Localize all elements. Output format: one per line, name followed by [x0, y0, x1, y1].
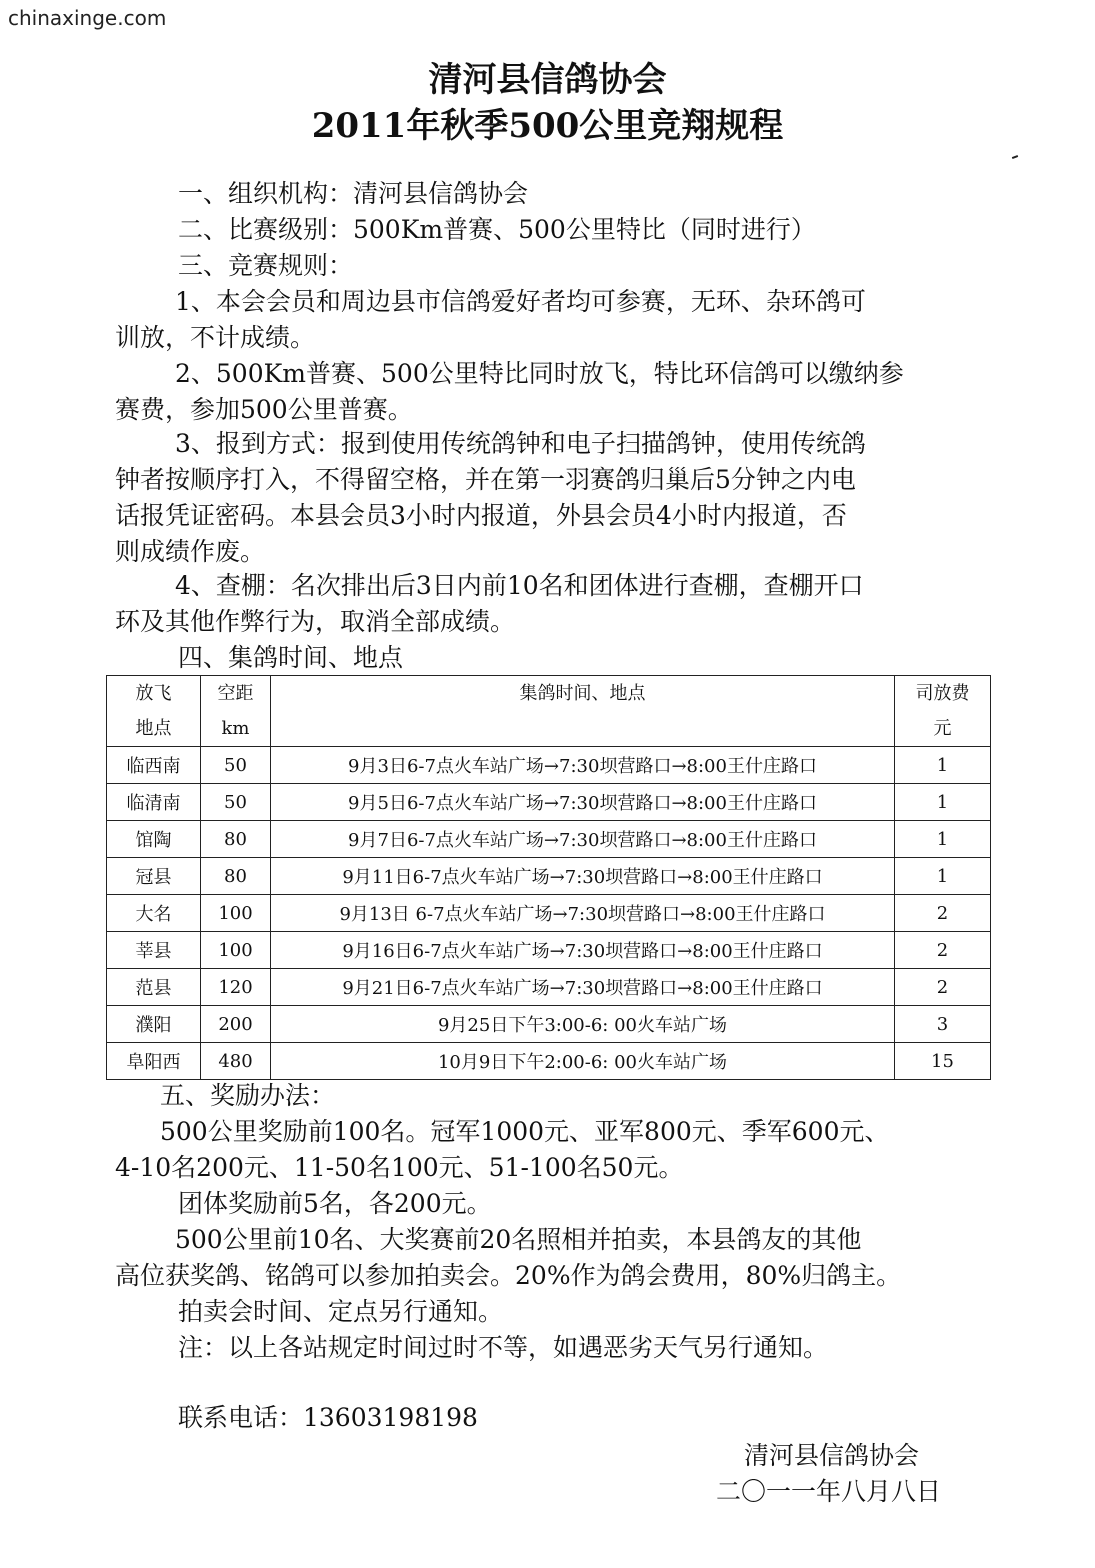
doc-title: 清河县信鸽协会	[428, 60, 667, 100]
rule-3-line: 话报凭证密码。本县会员3小时内报道，外县会员4小时内报道，否	[115, 501, 847, 530]
header-fee	[895, 676, 991, 747]
cell-time: 9月25日下午3:00-6: 00火车站广场	[271, 1006, 895, 1043]
signature-date: 二〇一一年八月八日	[716, 1477, 942, 1506]
cell-fee: 15	[895, 1043, 991, 1080]
cell-time: 9月5日6-7点火车站广场→7:30坝营路口→8:00王什庄路口	[271, 784, 895, 821]
header-distance	[201, 676, 271, 747]
rule-1-line: 训放，不计成绩。	[115, 323, 316, 352]
award-auction	[115, 1222, 901, 1294]
contact-phone: 联系电话：13603198198	[178, 1403, 478, 1432]
header-distance-line: km	[221, 718, 250, 739]
header-distance-line: 空距	[217, 683, 254, 704]
cell-time: 9月3日6-7点火车站广场→7:30坝营路口→8:00王什庄路口	[271, 747, 895, 784]
cell-place: 大名	[107, 895, 201, 932]
cell-place: 馆陶	[107, 821, 201, 858]
rule-3-line: 3、报到方式：报到使用传统鸽钟和电子扫描鸽钟，使用传统鸽	[175, 429, 866, 458]
award-1	[115, 1114, 890, 1186]
section-rules-heading: 三、竞赛规则：	[178, 251, 354, 280]
cell-distance: 80	[201, 858, 271, 895]
cell-fee: 1	[895, 747, 991, 784]
table-row	[107, 895, 991, 932]
section-awards-heading: 五、奖励办法：	[160, 1081, 336, 1110]
rule-4	[115, 568, 864, 640]
cell-distance: 50	[201, 784, 271, 821]
cell-place: 冠县	[107, 858, 201, 895]
table-row	[107, 784, 991, 821]
section-schedule-heading: 四、集鸽时间、地点	[178, 643, 404, 672]
cell-distance: 200	[201, 1006, 271, 1043]
weather-note: 注：以上各站规定时间过时不等，如遇恶劣天气另行通知。	[178, 1333, 829, 1362]
cell-time: 10月9日下午2:00-6: 00火车站广场	[271, 1043, 895, 1080]
rule-2	[115, 356, 904, 428]
scan-mark	[1012, 155, 1018, 159]
table-row	[107, 858, 991, 895]
cell-distance: 120	[201, 969, 271, 1006]
cell-time: 9月21日6-7点火车站广场→7:30坝营路口→8:00王什庄路口	[271, 969, 895, 1006]
cell-place: 莘县	[107, 932, 201, 969]
table-row	[107, 821, 991, 858]
table-row	[107, 747, 991, 784]
doc-subtitle: 2011年秋季500公里竞翔规程	[311, 106, 784, 146]
cell-place: 临清南	[107, 784, 201, 821]
cell-distance: 100	[201, 895, 271, 932]
rule-1-line: 1、本会会员和周边县市信鸽爱好者均可参赛，无环、杂环鸽可	[175, 287, 866, 316]
cell-distance: 480	[201, 1043, 271, 1080]
cell-time: 9月7日6-7点火车站广场→7:30坝营路口→8:00王什庄路口	[271, 821, 895, 858]
schedule-table	[106, 675, 991, 1080]
header-place-line: 放飞	[135, 683, 172, 704]
rule-2-line: 2、500Km普赛、500公里特比同时放飞，特比环信鸽可以缴纳参	[175, 359, 904, 388]
table-row	[107, 1006, 991, 1043]
header-time: 集鸽时间、地点	[271, 676, 895, 747]
cell-fee: 2	[895, 895, 991, 932]
table-header-row	[107, 676, 991, 747]
auction-notice: 拍卖会时间、定点另行通知。	[178, 1297, 504, 1326]
cell-distance: 50	[201, 747, 271, 784]
award-1-line: 4-10名200元、11-50名100元、51-100名50元。	[115, 1153, 684, 1182]
cell-fee: 3	[895, 1006, 991, 1043]
award-auction-line: 500公里前10名、大奖赛前20名照相并拍卖，本县鸽友的其他	[175, 1225, 862, 1254]
rule-1	[115, 284, 866, 356]
watermark: chinaxinge.com	[8, 6, 167, 30]
header-place	[107, 676, 201, 747]
cell-fee: 1	[895, 821, 991, 858]
cell-place: 阜阳西	[107, 1043, 201, 1080]
rule-4-line: 4、查棚：名次排出后3日内前10名和团体进行查棚，查棚开口	[175, 571, 864, 600]
header-fee-line: 元	[933, 718, 952, 739]
award-auction-line: 高位获奖鸽、铭鸽可以参加拍卖会。20%作为鸽会费用，80%归鸽主。	[115, 1261, 902, 1290]
cell-fee: 2	[895, 932, 991, 969]
signature-org: 清河县信鸽协会	[744, 1441, 920, 1470]
cell-fee: 1	[895, 858, 991, 895]
cell-distance: 100	[201, 932, 271, 969]
rule-3	[115, 426, 866, 570]
rule-2-line: 赛费，参加500公里普赛。	[115, 395, 413, 424]
header-fee-line: 司放费	[915, 683, 970, 704]
section-level: 二、比赛级别：500Km普赛、500公里特比（同时进行）	[178, 215, 816, 244]
award-team: 团体奖励前5名，各200元。	[178, 1189, 492, 1218]
cell-distance: 80	[201, 821, 271, 858]
rule-3-line: 则成绩作废。	[115, 537, 266, 566]
rule-4-line: 环及其他作弊行为，取消全部成绩。	[115, 607, 516, 636]
award-1-line: 500公里奖励前100名。冠军1000元、亚军800元、季军600元、	[160, 1117, 890, 1146]
table-row	[107, 969, 991, 1006]
header-place-line: 地点	[135, 718, 172, 739]
cell-fee: 1	[895, 784, 991, 821]
cell-time: 9月13日 6-7点火车站广场→7:30坝营路口→8:00王什庄路口	[271, 895, 895, 932]
cell-place: 范县	[107, 969, 201, 1006]
cell-fee: 2	[895, 969, 991, 1006]
cell-time: 9月11日6-7点火车站广场→7:30坝营路口→8:00王什庄路口	[271, 858, 895, 895]
table-row	[107, 932, 991, 969]
cell-time: 9月16日6-7点火车站广场→7:30坝营路口→8:00王什庄路口	[271, 932, 895, 969]
cell-place: 濮阳	[107, 1006, 201, 1043]
rule-3-line: 钟者按顺序打入，不得留空格，并在第一羽赛鸽归巢后5分钟之内电	[115, 465, 856, 494]
table-row	[107, 1043, 991, 1080]
cell-place: 临西南	[107, 747, 201, 784]
section-organizer: 一、组织机构：清河县信鸽协会	[178, 179, 529, 208]
